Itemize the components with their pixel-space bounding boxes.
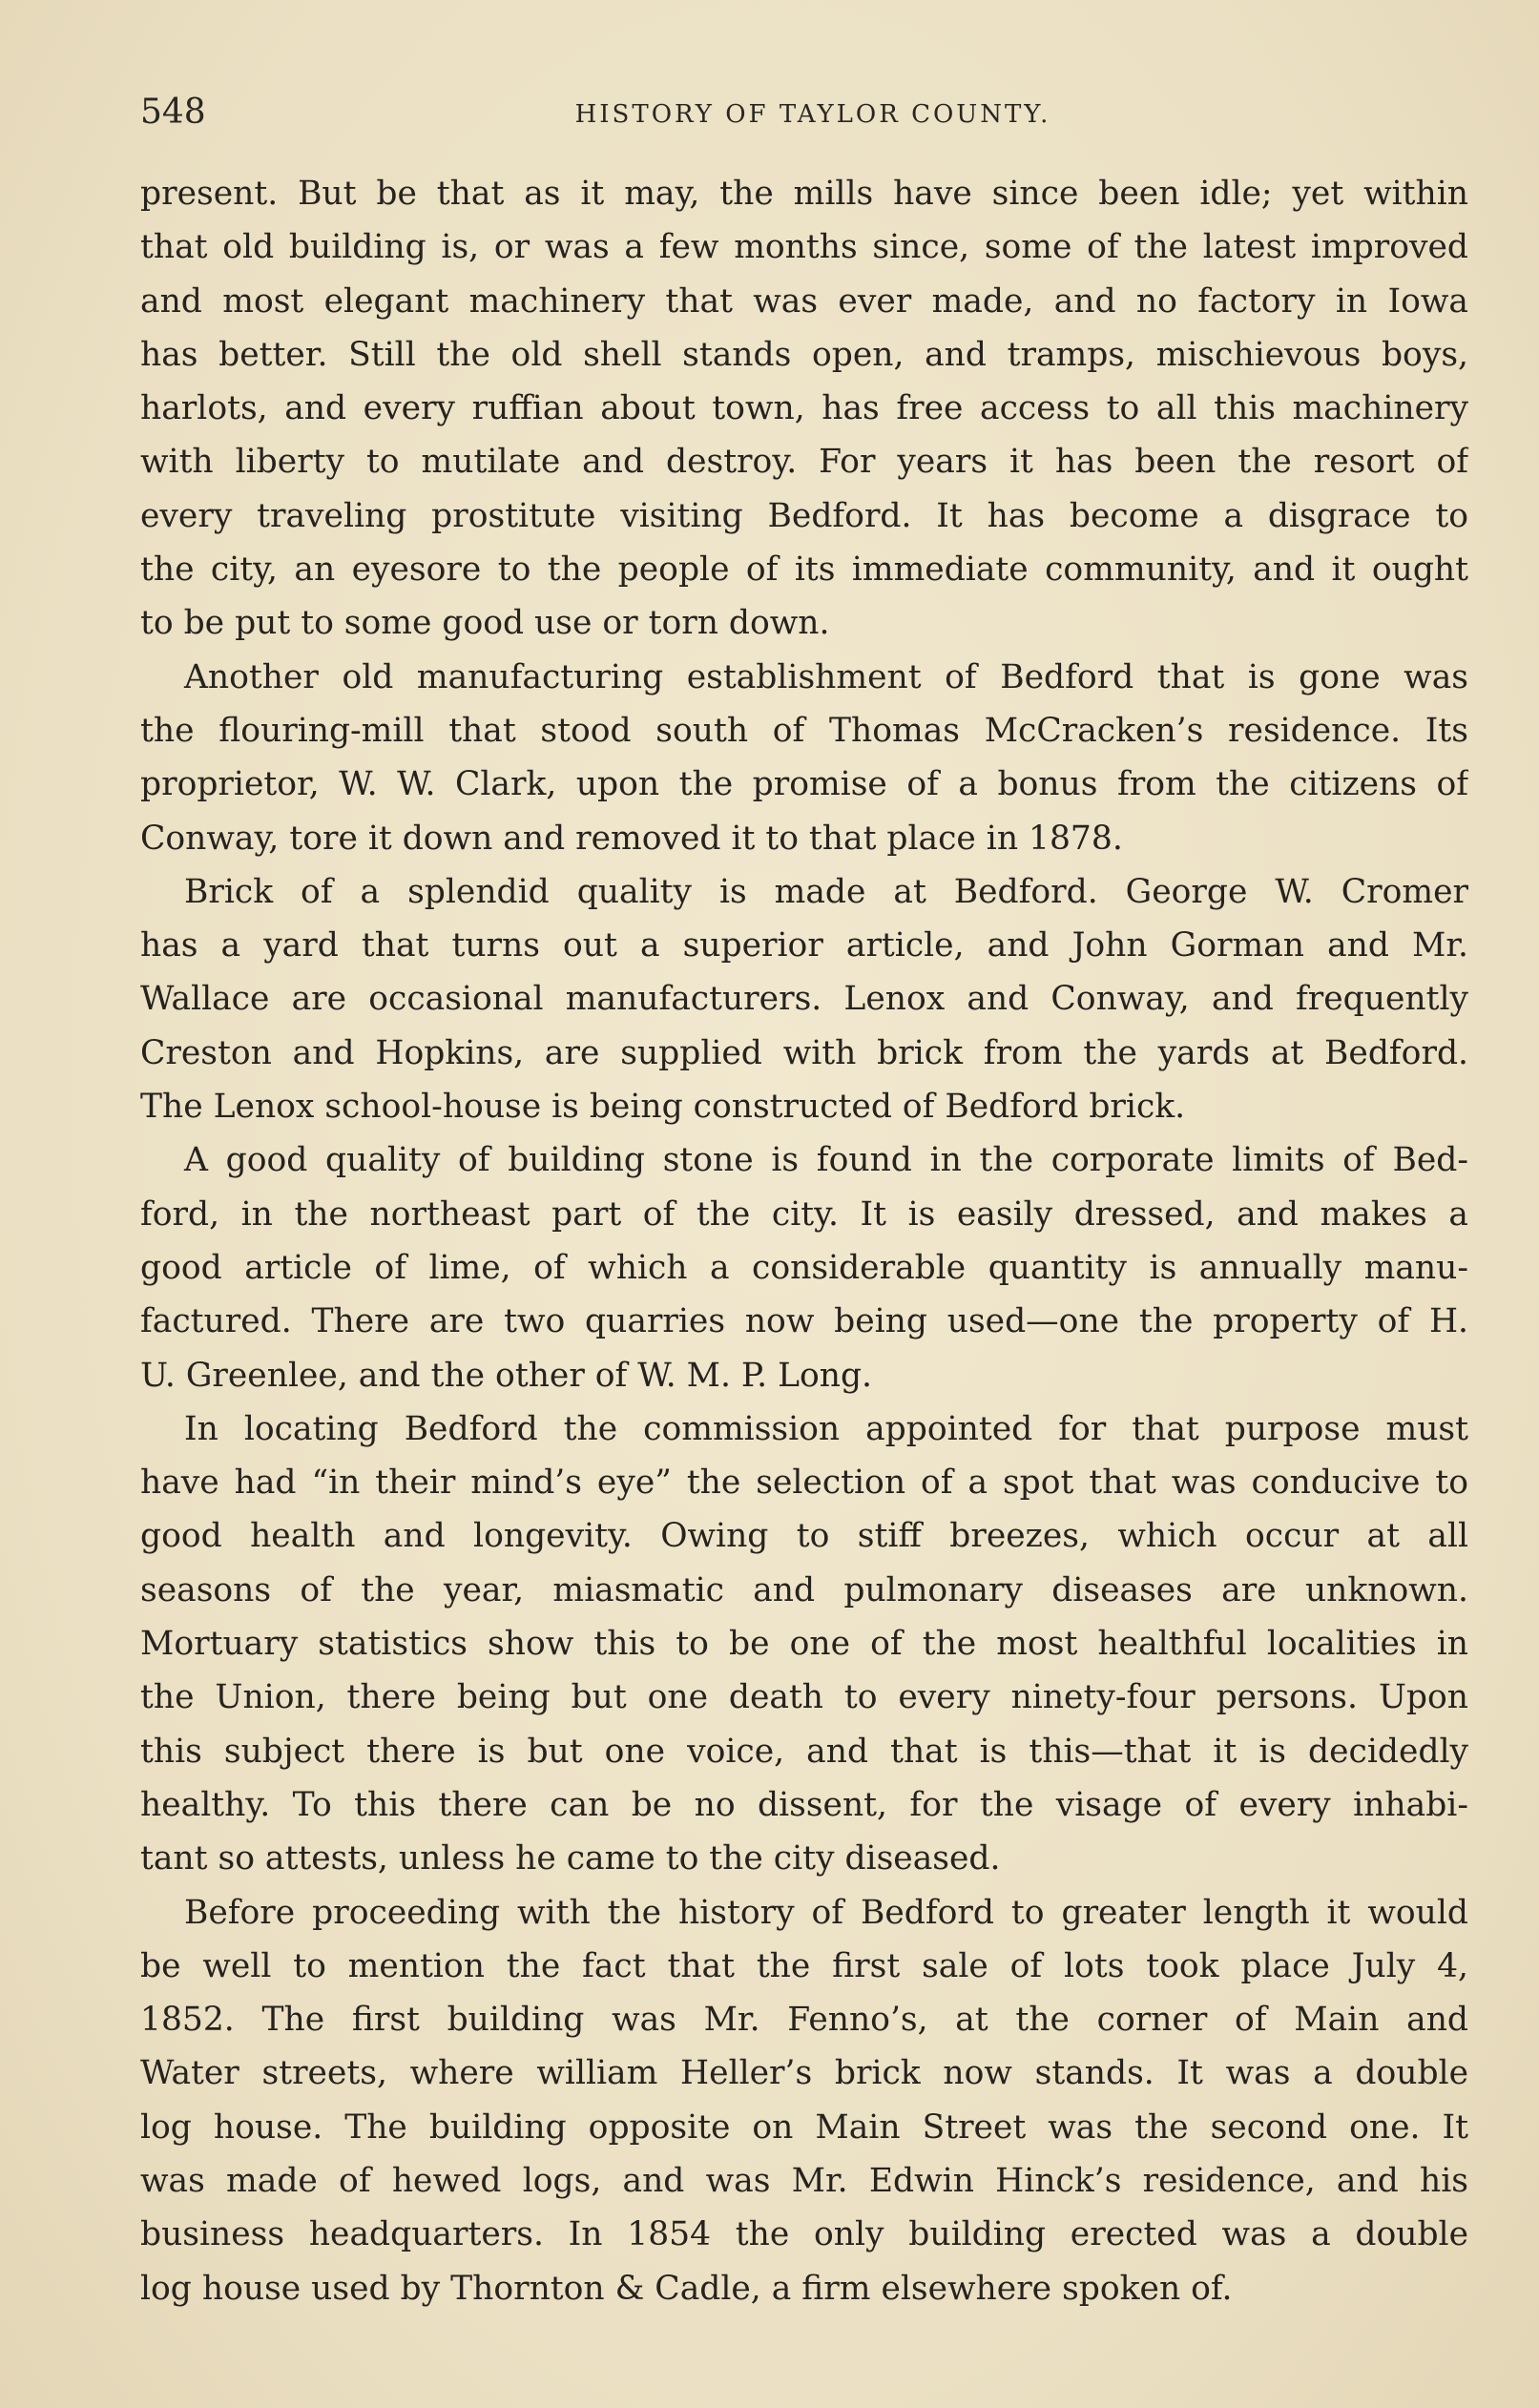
text-line: with liberty to mutilate and destroy. For years it has been the resort of (140, 443, 1468, 482)
text-line: Another old manufacturing establishment of Bedford that is gone was (184, 657, 1468, 696)
text-line: U. Greenlee, and the other of W. M. P. Long. (140, 1356, 873, 1395)
text-line: this subject there is but one voice, and that is this—that it is decidedly (140, 1732, 1468, 1771)
text-line: seasons of the year, miasmatic and pulmonary diseases are unknown. (140, 1570, 1468, 1609)
text-line: present. But be that as it may, the mills have since been idle; yet within (140, 175, 1468, 213)
text-line: has better. Still the old shell stands open, and tramps, mischievous boys, (140, 335, 1468, 374)
text-line: to be put to some good use or torn down. (140, 604, 830, 643)
text-line: A good quality of building stone is found in the corporate limits of Bed- (184, 1141, 1468, 1180)
text-line: have had “in their mind’s eye” the selection of a spot that was conducive to (140, 1463, 1468, 1503)
text-line: log house. The building opposite on Main Street was the second one. It (140, 2107, 1468, 2147)
text-line: that old building is, or was a few months since, some of the latest improved (140, 228, 1468, 267)
text-line: Creston and Hopkins, are supplied with brick from the yards at Bedford. (140, 1033, 1468, 1072)
page-number: 548 (140, 93, 206, 132)
text-line: proprietor, W. W. Clark, upon the promise of a bonus from the citizens of (140, 765, 1468, 804)
text-line: factured. There are two quarries now being used—one the property of H. (140, 1302, 1468, 1341)
body-text (140, 167, 1468, 2315)
text-line: the flouring-mill that stood south of Thomas McCracken’s residence. Its (140, 711, 1468, 750)
text-line: and most elegant machinery that was ever made, and no factory in Iowa (140, 281, 1468, 321)
text-line: the city, an eyesore to the people of its immediate community, and it ought (140, 550, 1468, 590)
text-line: Before proceeding with the history of Bedford to greater length it would (184, 1893, 1468, 1932)
text-line: good article of lime, of which a considerable quantity is annually manu- (140, 1248, 1468, 1287)
paragraph (140, 865, 1468, 1133)
running-head: HISTORY OF TAYLOR COUNTY. (574, 100, 1051, 129)
paragraph (140, 651, 1468, 865)
text-line: Brick of a splendid quality is made at Bedford. George W. Cromer (184, 872, 1468, 911)
paragraph (140, 1133, 1468, 1401)
text-line: healthy. To this there can be no dissent, for the visage of every inhabi- (140, 1785, 1468, 1824)
text-line: has a yard that turns out a superior article, and John Gorman and Mr. (140, 926, 1468, 965)
paragraph (140, 1402, 1468, 1886)
page-header (140, 92, 1486, 134)
text-line: 1852. The first building was Mr. Fenno’s, at the corner of Main and (140, 2001, 1468, 2040)
text-line: good health and longevity. Owing to stiff breezes, which occur at all (140, 1517, 1468, 1556)
text-line: Water streets, where william Heller’s brick now stands. It was a double (140, 2054, 1468, 2093)
text-line: the Union, there being but one death to every ninety-four persons. Upon (140, 1678, 1468, 1717)
text-line: Mortuary statistics show this to be one of the most healthful localities in (140, 1625, 1468, 1664)
text-line: ford, in the northeast part of the city. It is easily dressed, and makes a (140, 1194, 1468, 1234)
text-line: harlots, and every ruffian about town, has free access to all this machinery (140, 389, 1468, 428)
text-line: every traveling prostitute visiting Bedford. It has become a disgrace to (140, 496, 1468, 535)
text-line: The Lenox school-house is being constructed of Bedford brick. (140, 1088, 1186, 1127)
text-line: business headquarters. In 1854 the only building erected was a double (140, 2215, 1468, 2254)
text-line: log house used by Thornton & Cadle, a firm elsewhere spoken of. (140, 2269, 1233, 2308)
text-line: was made of hewed logs, and was Mr. Edwin Hinck’s residence, and his (140, 2161, 1468, 2200)
text-line: Conway, tore it down and removed it to that place in 1878. (140, 819, 1123, 858)
text-line: Wallace are occasional manufacturers. Lenox and Conway, and frequently (140, 980, 1468, 1019)
text-line: tant so attests, unless he came to the city diseased. (140, 1839, 1001, 1879)
text-line: In locating Bedford the commission appointed for that purpose must (184, 1409, 1468, 1448)
text-line: be well to mention the fact that the first sale of lots took place July 4, (140, 1946, 1468, 1985)
paragraph (140, 167, 1468, 651)
paragraph (140, 1886, 1468, 2315)
